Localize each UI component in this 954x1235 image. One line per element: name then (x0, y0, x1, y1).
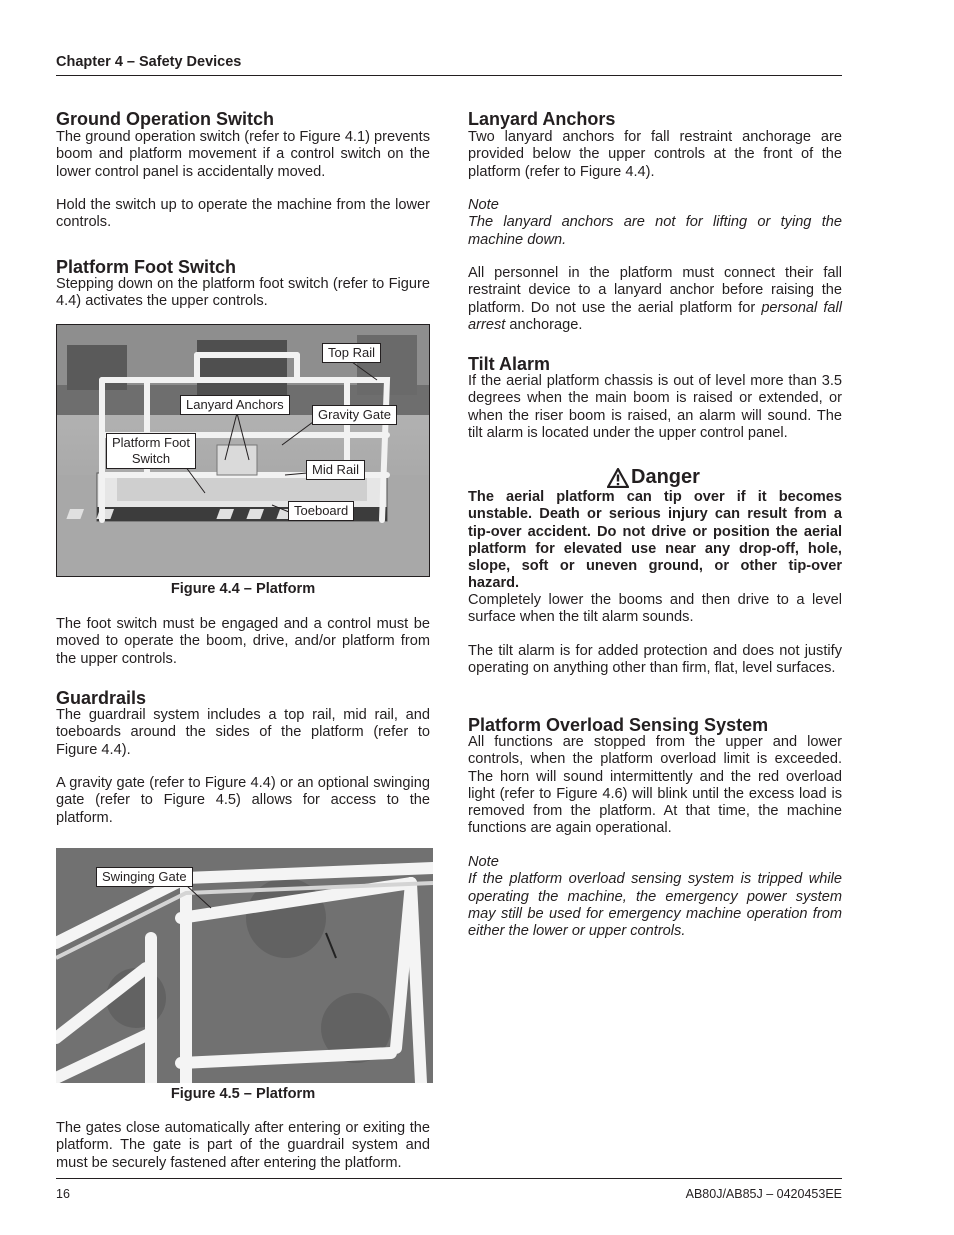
lanyard-heading: Lanyard Anchors (468, 109, 616, 129)
callout-foot-switch-line1: Platform Foot (112, 435, 191, 450)
guardrails-p1: The guardrail system includes a top rail, mid rail, and toeboards around the sides of the platform (refer to Figure 4.4). (56, 707, 430, 758)
ground-switch-p1: The ground operation switch (refer to Figure 4.1) prevents boom and platform movement if a control switch on the lower control panel is accidentally moved. (56, 129, 430, 180)
overload-p1: All functions are stopped from the upper and lower controls, when the platform overload limit is exceeded. The horn will sound intermittently and the red overload light (refer to Figure 4.6) will blink until the excess load is removed from the platform. At that time, the machine functions are again operational. (468, 734, 842, 837)
lanyard-p1: Two lanyard anchors for fall restraint anchorage are provided below the upper controls at the front of the platform (refer to Figure 4.4). (468, 129, 842, 180)
lanyard-note (468, 197, 842, 249)
lanyard-p2-em: personal fall arrest (468, 299, 842, 333)
danger-p1: Completely lower the booms and then drive to a level surface when the tilt alarm sounds. (468, 592, 842, 626)
danger-title-text: Danger (631, 466, 700, 488)
callout-lanyard-anchors: Lanyard Anchors (180, 395, 290, 415)
after-fig45-text: The gates close automatically after entering or exiting the platform. The gate is part of the guardrail system and must be securely fastened after entering the platform. (56, 1120, 430, 1171)
callout-platform-foot-switch (106, 433, 196, 469)
ground-switch-heading: Ground Operation Switch (56, 109, 275, 129)
callout-mid-rail: Mid Rail (306, 460, 365, 480)
page-header-title: Chapter 4 – Safety Devices (56, 54, 242, 70)
lanyard-p2-a: All personnel in the platform must connect their fall restraint device to a lanyard anchor before raising the platform. Do not use the aerial platform for (468, 265, 842, 316)
overload-note-text: If the platform overload sensing system is tripped while operating the machine, the emergency power system may still be used for emergency machine operation from either the lower or upper controls. (468, 871, 842, 940)
after-fig44-text: The foot switch must be engaged and a control must be moved to operate the boom, drive, and/or platform from the upper controls. (56, 616, 430, 667)
overload-note (468, 854, 842, 940)
lanyard-note-text: The lanyard anchors are not for lifting or tying the machine down. (468, 214, 842, 248)
figure-4-4-photo (56, 324, 430, 577)
lanyard-note-label: Note (468, 197, 499, 213)
callout-top-rail: Top Rail (322, 343, 381, 363)
lanyard-p2 (468, 265, 842, 334)
danger-title (607, 466, 700, 489)
callout-toeboard: Toeboard (288, 501, 354, 521)
overload-note-label: Note (468, 854, 499, 870)
foot-switch-p1: Stepping down on the platform foot switch (refer to Figure 4.4) activates the upper controls. (56, 276, 430, 310)
figure-4-5-photo (56, 848, 433, 1083)
page-number: 16 (56, 1187, 70, 1201)
warning-triangle-icon (607, 468, 629, 488)
footer-rule (56, 1178, 842, 1179)
tilt-heading: Tilt Alarm (468, 354, 551, 374)
danger-text: The aerial platform can tip over if it becomes unstable. Death or serious injury can result from a tip-over accident. Do not drive or position the aerial platform for elevated use near any drop-off, hole, slope, soft or uneven ground, or other tip-over hazard. (468, 489, 842, 592)
guardrails-heading: Guardrails (56, 688, 147, 708)
figure-4-5-caption: Figure 4.5 – Platform (170, 1086, 316, 1102)
guardrails-p2: A gravity gate (refer to Figure 4.4) or an optional swinging gate (refer to Figure 4.5) allows for access to the platform. (56, 775, 430, 826)
foot-switch-heading: Platform Foot Switch (56, 257, 236, 277)
overload-heading: Platform Overload Sensing System (468, 715, 769, 735)
ground-switch-p2: Hold the switch up to operate the machine from the lower controls. (56, 197, 430, 231)
callout-foot-switch-line2: Switch (131, 451, 171, 466)
document-id: AB80J/AB85J – 0420453EE (685, 1187, 842, 1201)
tilt-p1: If the aerial platform chassis is out of level more than 3.5 degrees when the main boom is raised or extended, or when the riser boom is raised, an alarm will sound. The tilt alarm is located under the upper control panel. (468, 373, 842, 441)
callout-gravity-gate: Gravity Gate (312, 405, 397, 425)
danger-p2: The tilt alarm is for added protection and does not justify operating on anything other than firm, flat, level surfaces. (468, 643, 842, 677)
figure-4-4-caption: Figure 4.4 – Platform (170, 581, 316, 597)
header-rule (56, 75, 842, 76)
lanyard-p2-b: anchorage. (505, 316, 583, 333)
callout-swinging-gate: Swinging Gate (96, 867, 193, 887)
